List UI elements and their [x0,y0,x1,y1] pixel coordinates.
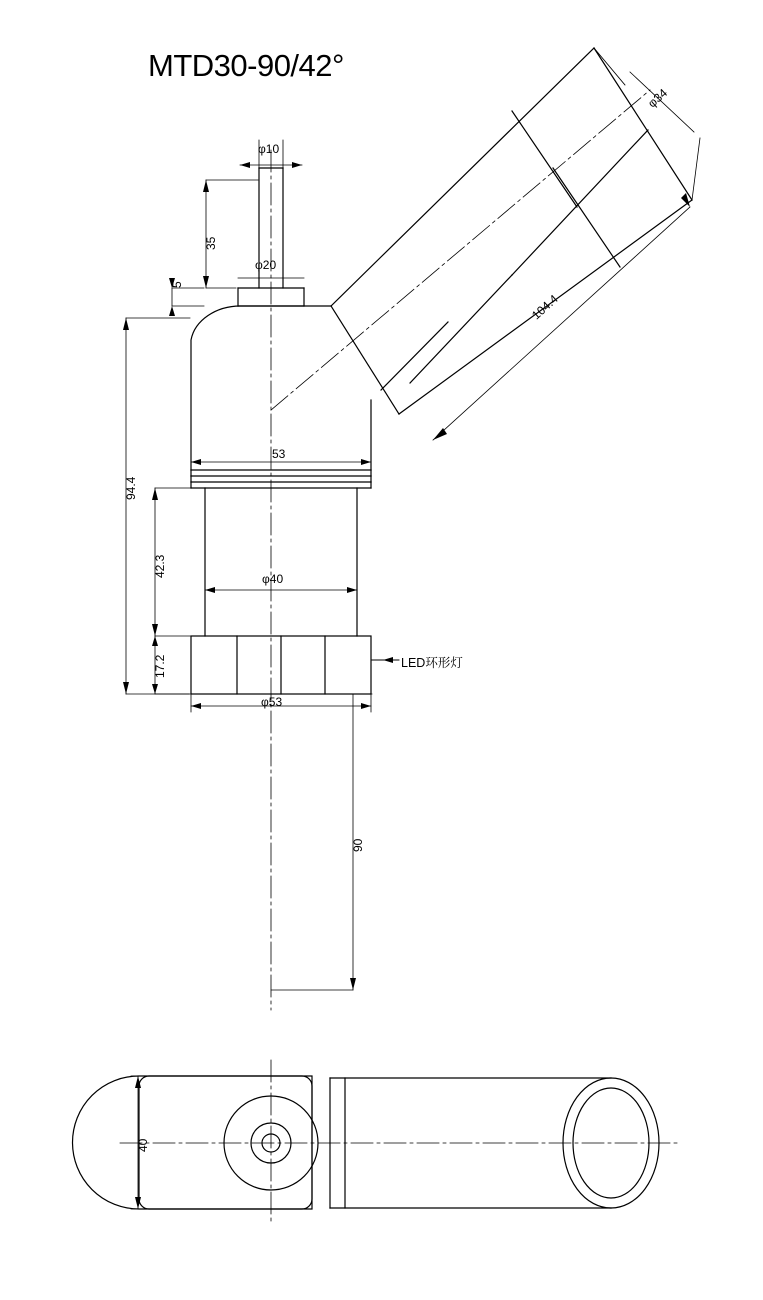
dim-90: 90 [351,838,365,852]
dimension-arrowheads [123,162,690,990]
dim-5: 5 [170,281,184,288]
dim-phi34: φ34 [645,85,671,111]
dim-42-3: 42.3 [153,554,167,578]
dim-94-4: 94.4 [124,476,138,500]
dim-phi10: φ10 [258,142,280,156]
dim-phi20: φ20 [255,258,277,272]
angled-tube [331,48,692,414]
led-leader-arrow [383,657,393,663]
dim-53-width: 53 [272,447,286,461]
dim-phi40: φ40 [262,572,284,586]
led-ring-block [191,636,371,694]
centerline-angled [271,90,650,410]
dim-40: 40 [136,1138,150,1152]
dim-phi53: φ53 [261,695,283,709]
top-view [73,1060,681,1225]
cylinder-phi40 [205,488,357,636]
led-ring-label: LED环形灯 [401,656,463,670]
dim-17-2: 17.2 [153,654,167,678]
page-title: MTD30-90/42° [148,48,344,83]
dim-104-4: 104.4 [529,291,561,323]
dimension-lines-front [126,48,700,990]
dim-35: 35 [204,236,218,250]
